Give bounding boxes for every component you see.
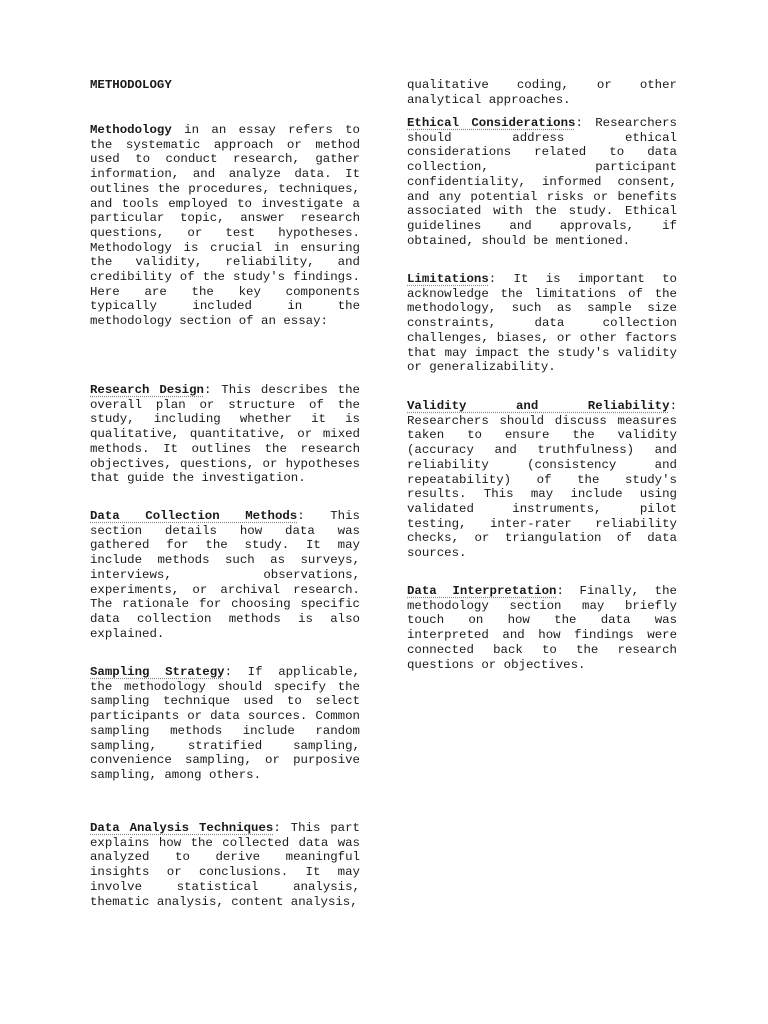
section-heading: Validity and Reliability (407, 399, 670, 413)
section-heading: Data Analysis Techniques (90, 821, 274, 835)
intro-text: in an essay refers to the systematic approach or method used to conduct research, gather information, and analyze data. It outlines the procedures, techniques, and tools employed to investigate a particular topic, answer research questions, or test hypotheses. Methodology is crucial in ensuring the validity, reliability, and credibility of the study's findings. Here are the key components typically included in the methodology section of an essay: (90, 123, 360, 329)
section-data-interpretation (407, 584, 677, 672)
section-text: qualitative coding, or other analytical approaches. (407, 78, 677, 107)
section-continuation (407, 78, 677, 107)
section-data-analysis-techniques (90, 821, 360, 909)
section-heading: Data Interpretation (407, 584, 557, 598)
section-text: : If applicable, the methodology should specify the sampling technique used to select participants or data sources. Common sampling methods include random sampling, stratified sampling, convenience sampling, or purposive sampling, among others. (90, 665, 360, 782)
section-text: : This part explains how the collected data was analyzed to derive meaningful insights or conclusions. It may involve statistical analysis, thematic analysis, content analysis, (90, 821, 360, 909)
section-heading: Limitations (407, 272, 489, 286)
section-heading: Ethical Considerations (407, 116, 576, 130)
intro-paragraph (90, 123, 360, 329)
section-text: : Researchers should discuss measures taken to ensure the validity (accuracy and truthfulness) and reliability (consistency and repeatability) of the study's results. This may include using validated instruments, pilot testing, inter-rater reliability checks, or triangulation of data sources. (407, 399, 677, 561)
section-heading: Sampling Strategy (90, 665, 225, 679)
section-data-collection-methods (90, 509, 360, 641)
section-validity-and-reliability (407, 399, 677, 561)
document-title: METHODOLOGY (90, 78, 172, 92)
section-text: : This describes the overall plan or structure of the study, including whether it is qualitative, quantitative, or mixed methods. It outlines the research objectives, questions, or hypotheses that guide the investigation. (90, 383, 360, 486)
section-text: : Finally, the methodology section may briefly touch on how the data was interpreted and how findings were connected back to the research questions or objectives. (407, 584, 677, 672)
section-research-design (90, 383, 360, 486)
section-ethical-considerations (407, 116, 677, 248)
section-heading: Research Design (90, 383, 204, 397)
section-heading: Data Collection Methods (90, 509, 298, 523)
section-text: : This section details how data was gathered for the study. It may include methods such as surveys, interviews, observations, experiments, or archival research. The rationale for choosing specific data collection methods is also explained. (90, 509, 360, 641)
intro-term: Methodology (90, 123, 172, 137)
section-text: : It is important to acknowledge the limitations of the methodology, such as sample size constraints, data collection challenges, biases, or other factors that may impact the study's validity or generalizability. (407, 272, 677, 375)
section-limitations (407, 272, 677, 375)
section-text: : Researchers should address ethical considerations related to data collection, participant confidentiality, informed consent, and any potential risks or benefits associated with the study. Ethical guidelines and approvals, if obtained, should be mentioned. (407, 116, 677, 248)
section-sampling-strategy (90, 665, 360, 783)
